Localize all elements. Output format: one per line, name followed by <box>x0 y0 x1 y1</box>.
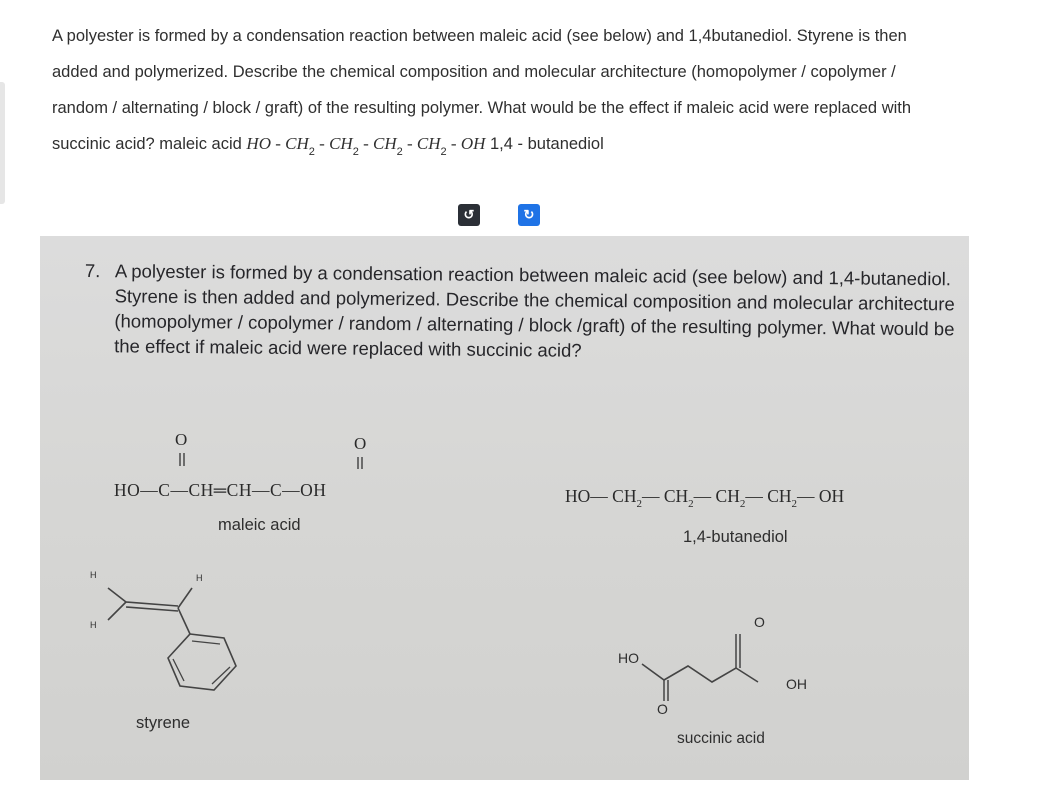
succinic-ho: HO <box>618 650 639 666</box>
styrene-label: styrene <box>136 714 191 732</box>
question-text <box>52 18 1032 164</box>
butanediol-label: 1,4-butanediol <box>683 528 788 546</box>
left-accent-bar <box>0 82 5 204</box>
butanediol-formula: HO - $CH_2 - CH_2 - CH_2 - CH_2$ - OH <box>246 134 486 158</box>
question-line-1: A polyester is formed by a condensation reaction between maleic acid (see below) and 1,4butanediol. Styrene is then <box>52 27 907 45</box>
succinic-o-bottom: O <box>657 701 668 717</box>
image-toolbar <box>458 204 540 226</box>
question-line-2: added and polymerized. Describe the chemical composition and molecular architecture (homopolymer / copolymer / <box>52 63 896 81</box>
succinic-o-top: O <box>754 614 765 630</box>
question-line-4: succinic acid? maleic acid HO - $CH_2 - CH_2 - CH_2 - CH_2$ - OH 1,4 - butanediol <box>52 134 604 158</box>
structure-bonds <box>40 236 969 780</box>
styrene-h-2: H <box>196 573 203 583</box>
maleic-o-left: O <box>175 430 188 449</box>
maleic-label: maleic acid <box>218 516 301 534</box>
question-photo <box>40 236 969 780</box>
question-number: 7. <box>84 259 101 282</box>
maleic-chain: HO—C—CH═CH—C—OH <box>114 480 327 500</box>
succinic-oh: OH <box>786 676 807 692</box>
maleic-o-right: O <box>354 434 367 453</box>
butanediol-chain: HO— $CH_2—$ $CH_2—$ $CH_2—$ $CH_2—$ OH <box>565 486 845 510</box>
succinic-label: succinic acid <box>677 730 765 747</box>
rotate-right-icon[interactable]: ↻ <box>518 204 540 226</box>
question-line-3: random / alternating / block / graft) of the resulting polymer. What would be the effect if maleic acid were replaced with <box>52 99 912 117</box>
rotate-left-icon[interactable]: ↺ <box>458 204 480 226</box>
styrene-h-3: H <box>90 620 97 630</box>
photo-question-body: A polyester is formed by a condensation reaction between maleic acid (see below) and 1,4-butanediol. Styrene is then added and polymerized. Describe the chemical composition and molecular architecture (homopolymer / copolymer / random / alternating / block /graft) of the resulting polymer. What would be the effect if maleic acid were replaced with succinic acid? <box>114 260 955 361</box>
styrene-h-1: H <box>90 570 97 580</box>
